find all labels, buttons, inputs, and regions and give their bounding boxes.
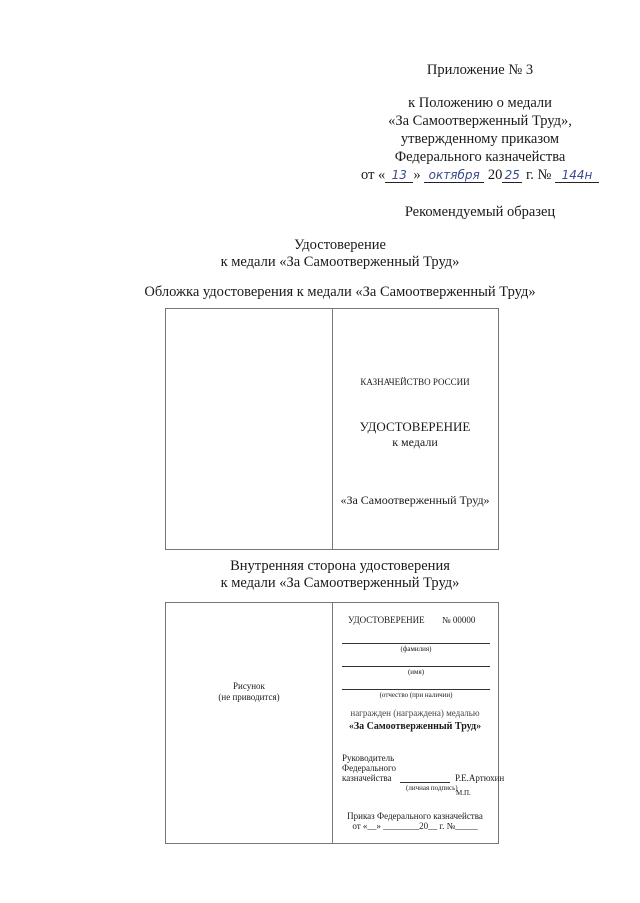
inner-box	[165, 602, 505, 844]
cover-title: УДОСТОВЕРЕНИЕ	[359, 419, 471, 434]
cover-org: КАЗНАЧЕЙСТВО РОССИИ	[360, 377, 470, 387]
signature-line	[400, 782, 450, 783]
appendix-date-line	[330, 167, 630, 183]
cover-subtitle: к медали	[392, 435, 438, 449]
head-line-2: Федерального	[342, 763, 397, 773]
picture-line-2: (не приводится)	[218, 692, 280, 702]
surname-label: (фамилия)	[400, 645, 432, 653]
inner-caption-line-2: к медали «За Самоотверженный Труд»	[220, 575, 460, 591]
heading-line-1: Удостоверение	[294, 237, 386, 253]
inner-title: УДОСТОВЕРЕНИЕ	[348, 615, 425, 625]
head-line-3: казначейства	[342, 773, 392, 783]
head-line-1: Руководитель	[342, 753, 395, 763]
signature-label: (личная подпись)	[406, 784, 458, 792]
date-month: октября	[424, 168, 484, 183]
picture-placeholder	[166, 681, 332, 703]
awarded-text: награжден (награждена) медалью	[350, 708, 480, 718]
appendix-line-1: к Положению о медали	[408, 95, 552, 111]
date-day: 13	[385, 168, 413, 183]
date-year-prefix: 20	[487, 167, 503, 183]
order-number: 144н	[555, 168, 599, 183]
head-name: Р.Е.Артюхин	[455, 773, 505, 783]
inner-caption-line-1: Внутренняя сторона удостоверения	[230, 558, 450, 574]
recommended-sample: Рекомендуемый образец	[404, 204, 556, 220]
cover-caption: Обложка удостоверения к медали «За Самоотверженный Труд»	[144, 284, 536, 300]
heading-line-2: к медали «За Самоотверженный Труд»	[220, 254, 460, 270]
patronymic-label: (отчество (при наличии)	[379, 691, 453, 699]
date-mid: »	[413, 167, 421, 183]
appendix-line-4: Федерального казначейства	[394, 149, 566, 165]
inner-number: № 00000	[442, 615, 476, 625]
inner-medal: «За Самоотверженный Труд»	[348, 721, 482, 732]
cover-box	[165, 308, 499, 550]
picture-line-1: Рисунок	[233, 681, 265, 691]
inner-caption	[140, 558, 540, 592]
appendix-line-3: утвержденному приказом	[400, 131, 560, 147]
cover-medal: «За Самоотверженный Труд»	[340, 493, 490, 507]
name-label: (имя)	[407, 668, 425, 676]
date-suffix: г. №	[525, 167, 552, 183]
stamp-label: М.П.	[456, 789, 471, 797]
inner-order-line-1: Приказ Федерального казначейства	[347, 811, 483, 821]
patronymic-line	[342, 689, 490, 690]
name-line	[342, 666, 490, 667]
appendix-title: Приложение № 3	[426, 62, 534, 78]
date-prefix: от «	[361, 167, 386, 183]
inner-order	[332, 811, 498, 831]
date-year: 25	[502, 168, 522, 183]
inner-order-line-2: от «__» ________20__ г. №_____	[352, 821, 478, 831]
head-block	[342, 753, 396, 783]
surname-line	[342, 643, 490, 644]
heading	[140, 237, 540, 271]
appendix-line-2: «За Самоотверженный Труд»,	[388, 113, 572, 129]
